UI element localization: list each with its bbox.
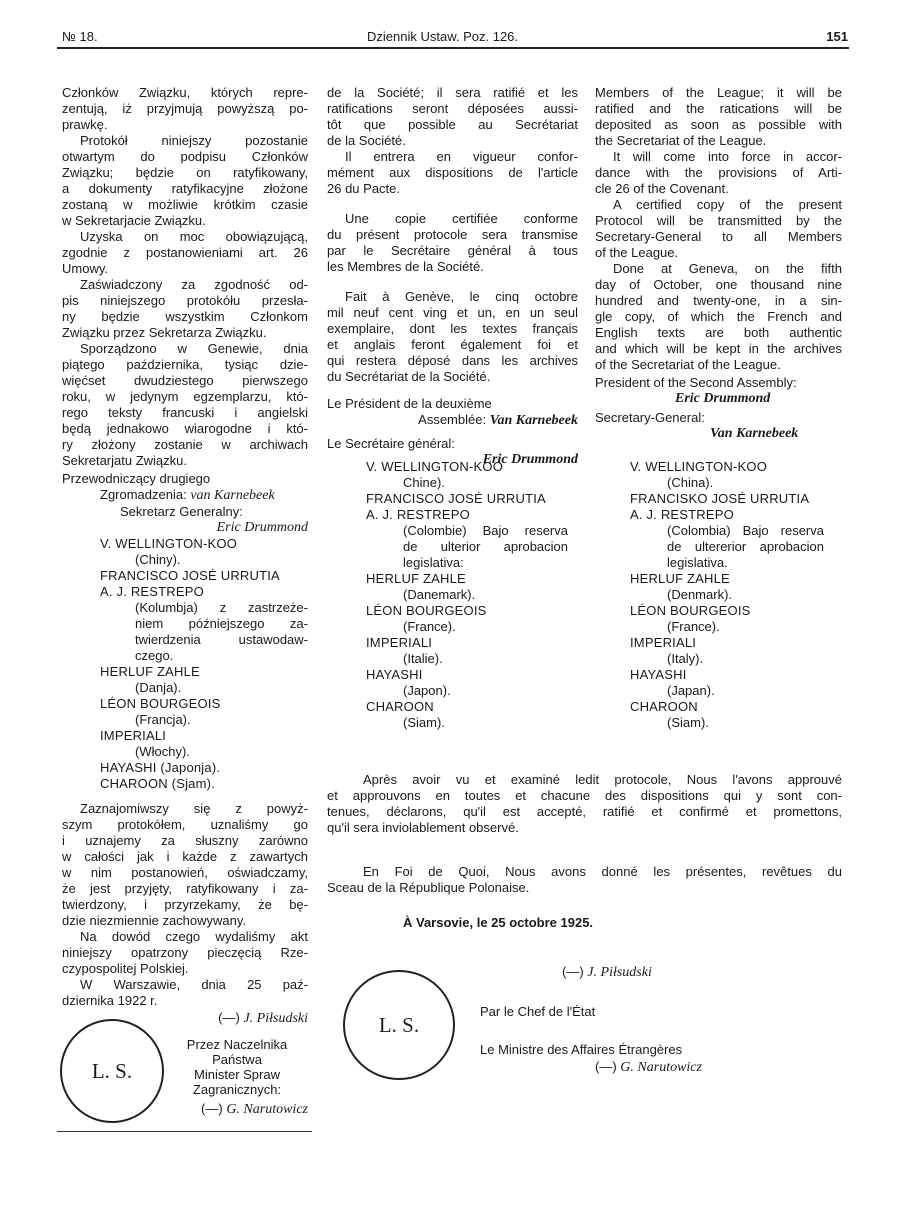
french-president-block bbox=[327, 396, 578, 468]
signatory-country: (Colombia) Bajo reserva bbox=[667, 523, 824, 538]
signatory-name-text: V. WELLINGTON-KOO bbox=[100, 536, 238, 551]
signatory-name bbox=[100, 536, 308, 552]
signatory-country: (Siam). bbox=[667, 715, 709, 730]
polish-signatories bbox=[100, 536, 308, 792]
president-label: President of the Second Assembly: bbox=[595, 375, 797, 390]
paragraph bbox=[595, 197, 842, 261]
signatory-name-text: FRANCISKO JOSÉ URRUTIA bbox=[630, 491, 810, 506]
text-line: W Warszawie, dnia 25 paź- bbox=[80, 977, 308, 992]
text-line: więćset dwudziestego pierwszego bbox=[62, 373, 308, 388]
president-name: Van Karnebeek bbox=[489, 413, 578, 428]
ratification-signature bbox=[562, 964, 652, 981]
journal-title: Dziennik Ustaw. Poz. 126. bbox=[367, 29, 519, 44]
polish-president-block bbox=[62, 471, 308, 536]
polish-ratification bbox=[62, 801, 308, 1009]
signatory bbox=[100, 776, 308, 792]
signatory bbox=[100, 584, 308, 664]
signatory-name bbox=[366, 507, 568, 523]
text-line: Members of the League; it will be bbox=[595, 85, 842, 100]
signatory-name bbox=[630, 699, 824, 715]
signatory-name-text: HAYASHI bbox=[366, 667, 423, 682]
signatory-name bbox=[366, 571, 568, 587]
polish-text-column bbox=[62, 85, 308, 1027]
paragraph bbox=[62, 801, 308, 929]
signatory bbox=[630, 667, 824, 699]
signatory bbox=[366, 667, 568, 699]
text-line: Związku przez Sekretarza Związku. bbox=[62, 325, 267, 340]
text-line: ny będzie wszystkim Członkom bbox=[62, 309, 308, 324]
signatory-country: legislativa: bbox=[403, 555, 464, 570]
signatory-name bbox=[100, 568, 308, 584]
text-line: Secretary-General to all Members bbox=[595, 229, 842, 244]
signatory bbox=[100, 536, 308, 568]
signatory-country: de ulterior aprobacion bbox=[403, 539, 568, 554]
signatory bbox=[100, 760, 308, 776]
secretary-label: Sekretarz Generalny: bbox=[120, 504, 243, 519]
text-line: Sporządzono w Genewie, dnia bbox=[80, 341, 308, 356]
text-line: and which will be kept in the archives bbox=[595, 341, 842, 356]
president-label-2: Zgromadzenia: bbox=[100, 487, 187, 502]
text-line: Sceau de la République Polonaise. bbox=[327, 880, 530, 895]
signatory-country: (Danemark). bbox=[403, 587, 476, 602]
signatory-country: twierdzenia ustawodaw- bbox=[135, 632, 308, 647]
english-paragraphs bbox=[595, 85, 842, 373]
signatory-name-text: HAYASHI bbox=[630, 667, 687, 682]
signatory bbox=[100, 568, 308, 584]
text-line: Zaświadczony za zgodność od- bbox=[80, 277, 308, 292]
text-line: Done at Geneva, on the fifth bbox=[613, 261, 842, 276]
signatory-name bbox=[630, 603, 824, 619]
signatory-name bbox=[100, 776, 308, 792]
text-line: będą jednakowo wiarogodne i któ- bbox=[62, 421, 308, 436]
text-line: dzie niezmiennie zachowywany. bbox=[62, 913, 247, 928]
secretary-label: Le Secrétaire général: bbox=[327, 436, 455, 451]
text-line: i uznajemy za słuszny zarówno bbox=[62, 833, 308, 848]
text-line: tenues, déclarons, qu'il est accepté, ratifié et confirmé et promettons, bbox=[327, 804, 842, 819]
paragraph bbox=[595, 261, 842, 373]
text-line: Zaznajomiwszy się z powyż- bbox=[80, 801, 308, 816]
text-line: w Sekretarjacie Związku. bbox=[62, 213, 206, 228]
text-line: ratified and the ratications will be bbox=[595, 101, 842, 116]
signatory-country: legislativa. bbox=[667, 555, 728, 570]
signatory-name bbox=[366, 635, 568, 651]
president-label-2: Assemblée: bbox=[418, 412, 487, 427]
signatory-name-text: A. J. RESTREPO bbox=[366, 507, 470, 522]
secretary-label: Secretary-General: bbox=[595, 410, 705, 425]
signature-name: J. Piłsudski bbox=[243, 1011, 308, 1026]
text-line: deposited as soon as possible with bbox=[595, 117, 842, 132]
signatory bbox=[366, 507, 568, 571]
text-line: of the League. bbox=[595, 245, 679, 260]
signatory-name-text: FRANCISCO JOSÉ URRUTIA bbox=[366, 491, 546, 506]
signatory-country: (France). bbox=[667, 619, 720, 634]
signatory-name-text: IMPERIALI bbox=[100, 728, 167, 743]
page-number: 151 bbox=[826, 29, 848, 44]
polish-minister-block bbox=[166, 1037, 308, 1097]
text-line: du Secrétariat de la Société. bbox=[327, 369, 491, 384]
signatory-name-text: FRANCISCO JOSÉ URRUTIA bbox=[100, 568, 280, 583]
signatory-name-text: HERLUF ZAHLE bbox=[100, 664, 200, 679]
paragraph bbox=[62, 85, 308, 133]
paragraph bbox=[62, 929, 308, 977]
signatory-country: (Denmark). bbox=[667, 587, 733, 602]
signatory-name bbox=[630, 507, 824, 523]
secretary-name: Eric Drummond bbox=[216, 520, 308, 535]
paragraph bbox=[62, 277, 308, 341]
text-line: zostaną w możliwie krótkim czasie bbox=[62, 197, 308, 212]
president-name: van Karnebeek bbox=[190, 488, 275, 503]
french-text-column bbox=[327, 85, 578, 468]
ratification-text bbox=[327, 772, 842, 896]
minister-dash: (—) bbox=[595, 1059, 617, 1074]
polish-minister-signature bbox=[160, 1101, 308, 1118]
footer-rule bbox=[57, 1131, 312, 1132]
text-line: Na dowód czego wydaliśmy akt bbox=[80, 929, 308, 944]
text-line: a dokumenty ratyfikacyjne złożone bbox=[62, 181, 308, 196]
signatory-name-text: A. J. RESTREPO bbox=[630, 507, 734, 522]
signatory-name bbox=[100, 696, 308, 712]
text-line: de la Société; il sera ratifié et les bbox=[327, 85, 578, 100]
signatory-name bbox=[366, 459, 568, 475]
text-line: pis niniejszego protokółu przesła- bbox=[62, 293, 308, 308]
signatory-country: de ultererior aprobacion bbox=[667, 539, 824, 554]
signatory-name bbox=[366, 603, 568, 619]
signatory-name bbox=[100, 664, 308, 680]
signatory-country: (Chiny). bbox=[135, 552, 181, 567]
text-line: dziernika 1922 r. bbox=[62, 993, 158, 1008]
signatory-name-text: HAYASHI bbox=[100, 760, 157, 775]
paragraph bbox=[327, 85, 578, 149]
ratification-paragraph bbox=[327, 772, 842, 836]
paragraph bbox=[595, 149, 842, 197]
signatory-country: czego. bbox=[135, 648, 174, 663]
signatory-name bbox=[100, 728, 308, 744]
text-line: En Foi de Quoi, Nous avons donné les présentes, revêtues du bbox=[363, 864, 842, 879]
signatory-country: (China). bbox=[667, 475, 714, 490]
text-line: Une copie certifiée conforme bbox=[345, 211, 578, 226]
paragraph bbox=[62, 133, 308, 229]
signatory-country: (Colombie) Bajo reserva bbox=[403, 523, 568, 538]
french-paragraphs bbox=[327, 85, 578, 385]
signatory bbox=[630, 635, 824, 667]
signatory-name bbox=[366, 667, 568, 683]
signatory-name-text: IMPERIALI bbox=[366, 635, 433, 650]
paragraph bbox=[327, 149, 578, 197]
signatory-country: (France). bbox=[403, 619, 456, 634]
signatory-country: (Japan). bbox=[667, 683, 715, 698]
signatory-country: niem późniejszego za- bbox=[135, 616, 308, 631]
english-president-block bbox=[595, 375, 842, 442]
signatory bbox=[630, 571, 824, 603]
signatory-name-text: A. J. RESTREPO bbox=[100, 584, 204, 599]
signatory bbox=[630, 459, 824, 491]
text-line: exemplaire, dont les textes français bbox=[327, 321, 578, 336]
chief-of-state-label: Par le Chef de l'État bbox=[480, 1004, 596, 1019]
text-line: zgodnie z postanowieniami art. 26 bbox=[62, 245, 308, 260]
signatory-country: (Italie). bbox=[403, 651, 443, 666]
text-line: du présent protocole sera transmise bbox=[327, 227, 578, 242]
paragraph bbox=[327, 864, 842, 896]
seal-text: L. S. bbox=[378, 1012, 420, 1037]
text-line: et anglais feront également foi et bbox=[327, 337, 578, 352]
signatory-name-text: IMPERIALI bbox=[630, 635, 697, 650]
text-line: It will come into force in accor- bbox=[613, 149, 842, 164]
text-line: Il entrera en vigueur confor- bbox=[345, 149, 578, 164]
text-line: roku, w jedynym egzemplarzu, któ- bbox=[62, 389, 308, 404]
text-line: w całości jak i każde z zawartych bbox=[62, 849, 308, 864]
signatory-name bbox=[100, 760, 308, 776]
text-line: dance with the provisions of Arti- bbox=[595, 165, 842, 180]
signatory-name-text: V. WELLINGTON-KOO bbox=[630, 459, 768, 474]
text-line: szym protokółem, uznaliśmy go bbox=[62, 817, 308, 832]
text-line: mil neuf cent ving et un, en un seul bbox=[327, 305, 578, 320]
signatory-name bbox=[630, 491, 824, 507]
signatory-name bbox=[366, 699, 568, 715]
signatory bbox=[630, 699, 824, 731]
minister-name: G. Narutowicz bbox=[620, 1060, 702, 1075]
foreign-minister-label: Le Ministre des Affaires Étrangères bbox=[480, 1042, 683, 1057]
secretary-name: Eric Drummond bbox=[482, 452, 578, 467]
signatory-name bbox=[630, 571, 824, 587]
ratification-paragraph bbox=[327, 864, 842, 896]
place-date: À Varsovie, le 25 octobre 1925. bbox=[403, 915, 594, 930]
signatory-name bbox=[630, 635, 824, 651]
signatory-name-text: CHAROON bbox=[630, 699, 698, 714]
signatory-name bbox=[630, 459, 824, 475]
text-line: day of October, one thousand nine bbox=[595, 277, 842, 292]
signature-dash: (—) bbox=[218, 1010, 240, 1025]
signatory bbox=[100, 728, 308, 760]
president-line bbox=[62, 487, 308, 504]
text-line: et approuvons en toutes et chacune des dispositions qui y sont con- bbox=[327, 788, 842, 803]
minister-line: Minister Spraw bbox=[194, 1067, 280, 1082]
text-line: niniejszy opatrzony pieczęcią Rze- bbox=[62, 945, 308, 960]
text-line: cle 26 of the Covenant. bbox=[595, 181, 729, 196]
text-line: Protokół niniejszy pozostanie bbox=[80, 133, 308, 148]
text-line: English texts are both authentic bbox=[595, 325, 842, 340]
text-line: Après avoir vu et examiné ledit protocole, Nous l'avons approuvé bbox=[363, 772, 842, 787]
issue-number: № 18. bbox=[62, 29, 98, 44]
paragraph bbox=[62, 977, 308, 1009]
minister-name: G. Narutowicz bbox=[226, 1102, 308, 1117]
signatory-name-text: LÉON BOURGEOIS bbox=[630, 603, 751, 618]
signatory-country: (Włochy). bbox=[135, 744, 190, 759]
text-line: tôt que possible au Secrétariat bbox=[327, 117, 578, 132]
paragraph bbox=[327, 211, 578, 275]
signatory-country: (Danja). bbox=[135, 680, 182, 695]
signatory-name-text: CHAROON bbox=[366, 699, 434, 714]
signatory bbox=[100, 696, 308, 728]
english-signatories bbox=[630, 459, 824, 731]
text-line: piątego października, tysiąc dzie- bbox=[62, 357, 308, 372]
paragraph bbox=[595, 85, 842, 149]
signatory bbox=[366, 459, 568, 491]
text-line: prawkę. bbox=[62, 117, 108, 132]
text-line: of the Secretariat of the League. bbox=[595, 357, 781, 372]
signatory-country: (Italy). bbox=[667, 651, 704, 666]
signatory-country: (Francja). bbox=[135, 712, 191, 727]
signatory-name bbox=[630, 667, 824, 683]
text-line: otwartym do podpisu Członków bbox=[62, 149, 308, 164]
minister-line: Przez Naczelnika bbox=[186, 1037, 288, 1052]
french-signatories bbox=[366, 459, 568, 731]
paragraph bbox=[327, 289, 578, 385]
president-name: Eric Drummond bbox=[675, 391, 771, 406]
paragraph bbox=[327, 772, 842, 836]
text-line: qui restera déposé dans les archives bbox=[327, 353, 578, 368]
text-line: qu'il sera inviolablement observé. bbox=[327, 820, 519, 835]
minister-line: Zagranicznych: bbox=[192, 1082, 282, 1097]
signatory-name-text: LÉON BOURGEOIS bbox=[366, 603, 487, 618]
text-line: twierdzony, i przyrzekamy, że bę- bbox=[62, 897, 308, 912]
signatory bbox=[630, 603, 824, 635]
signatory-country: (Japon). bbox=[403, 683, 451, 698]
signatory-country: Chine). bbox=[403, 475, 445, 490]
english-text-column bbox=[595, 85, 842, 442]
signatory bbox=[630, 491, 824, 507]
minister-dash: (—) bbox=[201, 1101, 223, 1116]
text-line: gle copy, of which the French and bbox=[595, 309, 842, 324]
seal-text: L. S. bbox=[91, 1058, 133, 1083]
text-line: ratifications seront déposées aussi- bbox=[327, 101, 578, 116]
text-line: les Membres de la Société. bbox=[327, 259, 484, 274]
text-line: the Secretariat of the League. bbox=[595, 133, 767, 148]
minister-line: Państwa bbox=[212, 1052, 262, 1067]
signatory-country: (Sjam). bbox=[171, 776, 215, 791]
text-line: Sekretarjatu Związku. bbox=[62, 453, 187, 468]
president-label: Przewodniczący drugiego bbox=[62, 471, 211, 486]
signatory-name-text: HERLUF ZAHLE bbox=[630, 571, 730, 586]
signatory bbox=[100, 664, 308, 696]
president-label: Le Président de la deuxième bbox=[327, 396, 492, 411]
text-line: de la Société. bbox=[327, 133, 406, 148]
text-line: Związku; będzie on ratyfikowany, bbox=[62, 165, 308, 180]
text-line: Uzyska on moc obowiązującą, bbox=[80, 229, 308, 244]
foreign-minister-signature bbox=[595, 1059, 702, 1076]
text-line: A certified copy of the present bbox=[613, 197, 842, 212]
text-line: w nim postanowień, oświadczamy, bbox=[62, 865, 308, 880]
text-line: Umowy. bbox=[62, 261, 108, 276]
text-line: rego teksty francuski i angielski bbox=[62, 405, 308, 420]
signatory-name-text: CHAROON bbox=[100, 776, 168, 791]
text-line: mément aux dispositions de l'article bbox=[327, 165, 578, 180]
signatory bbox=[366, 603, 568, 635]
signatory-country: (Japonja). bbox=[160, 760, 221, 775]
paragraph bbox=[62, 229, 308, 277]
signatory bbox=[366, 635, 568, 667]
text-line: czypospolitej Polskiej. bbox=[62, 961, 189, 976]
text-line: że jest przyjęty, ratyfikowany i za- bbox=[62, 881, 308, 896]
text-line: ry złożony zostanie w archiwach bbox=[62, 437, 308, 452]
signatory-name-text: V. WELLINGTON-KOO bbox=[366, 459, 504, 474]
text-line: Członków Związku, których repre- bbox=[62, 85, 308, 100]
text-line: hundred and twenty-one, in a sin- bbox=[595, 293, 842, 308]
signatory bbox=[630, 507, 824, 571]
signature-name: J. Piłsudski bbox=[587, 965, 652, 980]
signatory-name bbox=[366, 491, 568, 507]
signatory bbox=[366, 571, 568, 603]
signatory-country: (Siam). bbox=[403, 715, 445, 730]
signatory-name bbox=[100, 584, 308, 600]
text-line: 26 du Pacte. bbox=[327, 181, 400, 196]
text-line: zentują, iż przyjmują powyższą po- bbox=[62, 101, 308, 116]
text-line: Fait à Genève, le cinq octobre bbox=[345, 289, 578, 304]
signature-dash: (—) bbox=[562, 964, 584, 979]
signatory bbox=[366, 491, 568, 507]
paragraph bbox=[62, 341, 308, 469]
seal-stamp bbox=[343, 970, 455, 1080]
signatory-name-text: HERLUF ZAHLE bbox=[366, 571, 466, 586]
president-line bbox=[327, 412, 578, 429]
header-rule bbox=[57, 47, 849, 49]
seal-stamp bbox=[60, 1019, 164, 1123]
text-line: Protocol will be transmitted by the bbox=[595, 213, 842, 228]
signatory-country: (Kolumbja) z zastrzeże- bbox=[135, 600, 308, 615]
polish-paragraphs bbox=[62, 85, 308, 469]
signatory bbox=[366, 699, 568, 731]
signatory-name-text: LÉON BOURGEOIS bbox=[100, 696, 221, 711]
text-line: par le Secrétaire général à tous bbox=[327, 243, 578, 258]
secretary-name: Van Karnebeek bbox=[710, 426, 799, 441]
